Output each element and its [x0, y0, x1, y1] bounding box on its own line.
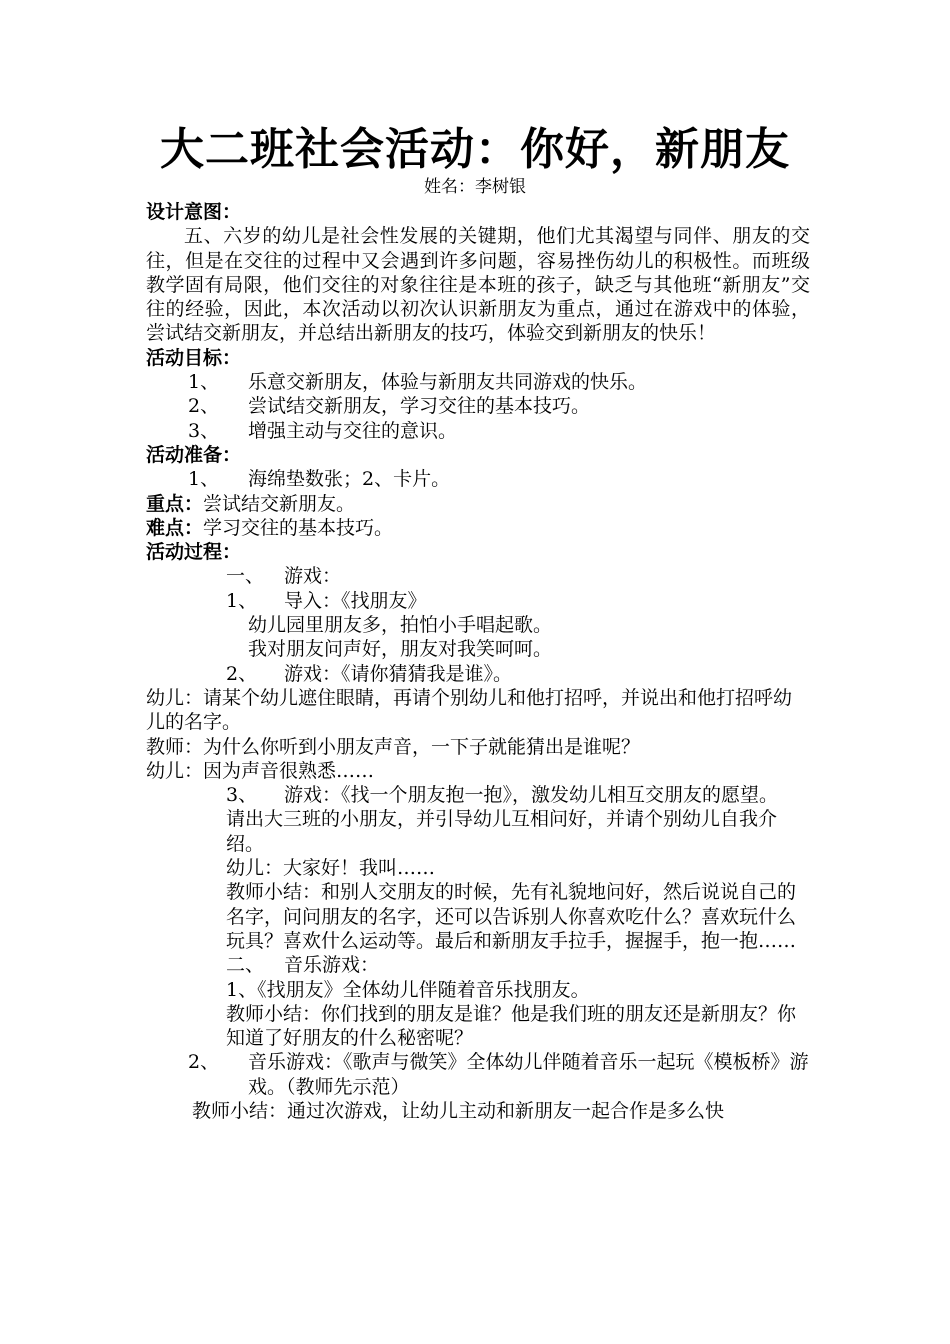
document-body	[146, 200, 810, 1123]
child-dialogue-2: 幼儿：因为声音很熟悉……	[146, 759, 375, 782]
process-part-1	[146, 564, 810, 588]
child-dialogue-1: 幼儿：请某个幼儿遮住眼睛，再请个别幼儿和他打招呼，并说出和他打招呼幼儿的名字。	[146, 686, 793, 734]
goal-text: 尝试结交新朋友，学习交往的基本技巧。	[248, 395, 591, 418]
goal-text: 增强主动与交往的意识。	[248, 419, 458, 442]
document-title: 大二班社会活动：你好，新朋友	[160, 124, 790, 175]
process-part-2	[146, 953, 810, 977]
difficult-point	[146, 516, 810, 540]
goal-item-2	[146, 394, 810, 418]
item-text: 音乐游戏：《歌声与微笑》全体幼儿伴随着音乐一起玩《模板桥》游戏。（教师先示范）	[248, 1051, 809, 1098]
part-text: 音乐游戏：	[284, 954, 380, 977]
item-number: 1、	[226, 589, 258, 612]
part2-item-1: 1、《找朋友》全体幼儿伴随着音乐找朋友。	[226, 978, 590, 1001]
prep-heading: 活动准备：	[146, 443, 242, 466]
part1-item-2	[146, 662, 810, 686]
teacher-dialogue-1: 教师：为什么你听到小朋友声音，一下子就能猜出是谁呢？	[146, 735, 641, 758]
child-dialogue-3: 幼儿：大家好！我叫……	[226, 857, 436, 880]
goals-heading: 活动目标：	[146, 346, 242, 369]
item-number: 2、	[188, 1051, 220, 1074]
prep-item-1	[146, 467, 810, 491]
key-text: 尝试结交新朋友。	[203, 492, 356, 515]
part-text: 游戏：	[284, 565, 342, 588]
key-label: 重点：	[146, 492, 204, 515]
goal-number: 3、	[188, 419, 220, 442]
item-text: 游戏：《请你猜猜我是谁》。	[284, 662, 513, 685]
goal-number: 1、	[188, 371, 220, 394]
invite-paragraph: 请出大三班的小朋友，并引导幼儿互相问好，并请个别幼儿自我介绍。	[226, 808, 778, 855]
design-heading: 设计意图：	[146, 201, 242, 223]
teacher-summary-2: 教师小结：你们找到的朋友是谁？他是我们班的朋友还是新朋友？你知道了好朋友的什么秘密呢？	[226, 1002, 797, 1050]
song-line-2: 我对朋友问声好，朋友对我笑呵呵。	[248, 638, 553, 661]
part1-item-1	[146, 589, 810, 613]
design-paragraph: 五、六岁的幼儿是社会性发展的关键期，他们尤其渴望与同伴、朋友的交往，但是在交往的过程中又会遇到许多问题，容易挫伤幼儿的积极性。而班级教学固有局限，他们交往的对象往往是本班的孩子，缺乏与其他班“新朋友”交往的经验，因此，本次活动以初次认识新朋友为重点，通过在游戏中的体验，尝试结交新朋友，并总结出新朋友的技巧，体验交到新朋友的快乐！	[146, 225, 810, 345]
item-text: 导入：《找朋友》	[284, 589, 427, 612]
goal-text: 乐意交新朋友，体验与新朋友共同游戏的快乐。	[248, 371, 648, 394]
item-number: 3、	[226, 784, 258, 807]
song-line-1: 幼儿园里朋友多，拍怕小手唱起歌。	[248, 614, 553, 637]
prep-text: 海绵垫数张；2、卡片。	[248, 468, 451, 491]
goal-number: 2、	[188, 395, 220, 418]
part-number: 一、	[226, 565, 265, 588]
difficult-text: 学习交往的基本技巧。	[203, 516, 394, 539]
item-text: 游戏：《找一个朋友抱一抱》，激发幼儿相互交朋友的愿望。	[284, 784, 779, 807]
part-number: 二、	[226, 954, 265, 977]
teacher-summary-3: 教师小结：通过次游戏，让幼儿主动和新朋友一起合作是多么快	[192, 1099, 725, 1122]
goal-item-3	[146, 419, 810, 443]
key-point	[146, 492, 810, 516]
part2-item-2	[146, 1050, 810, 1099]
item-number: 2、	[226, 662, 258, 685]
author-line: 姓名：李树银	[424, 177, 526, 197]
teacher-summary-1: 教师小结：和别人交朋友的时候，先有礼貌地问好，然后说说自己的名字，问问朋友的名字，还可以告诉别人你喜欢吃什么？喜欢玩什么玩具？喜欢什么运动等。最后和新朋友手拉手，握握手，抱一抱……	[226, 881, 797, 952]
part1-item-3	[146, 783, 810, 807]
goal-item-1	[146, 370, 810, 394]
difficult-label: 难点：	[146, 516, 204, 539]
process-heading: 活动过程：	[146, 541, 242, 564]
prep-number: 1、	[188, 468, 220, 491]
